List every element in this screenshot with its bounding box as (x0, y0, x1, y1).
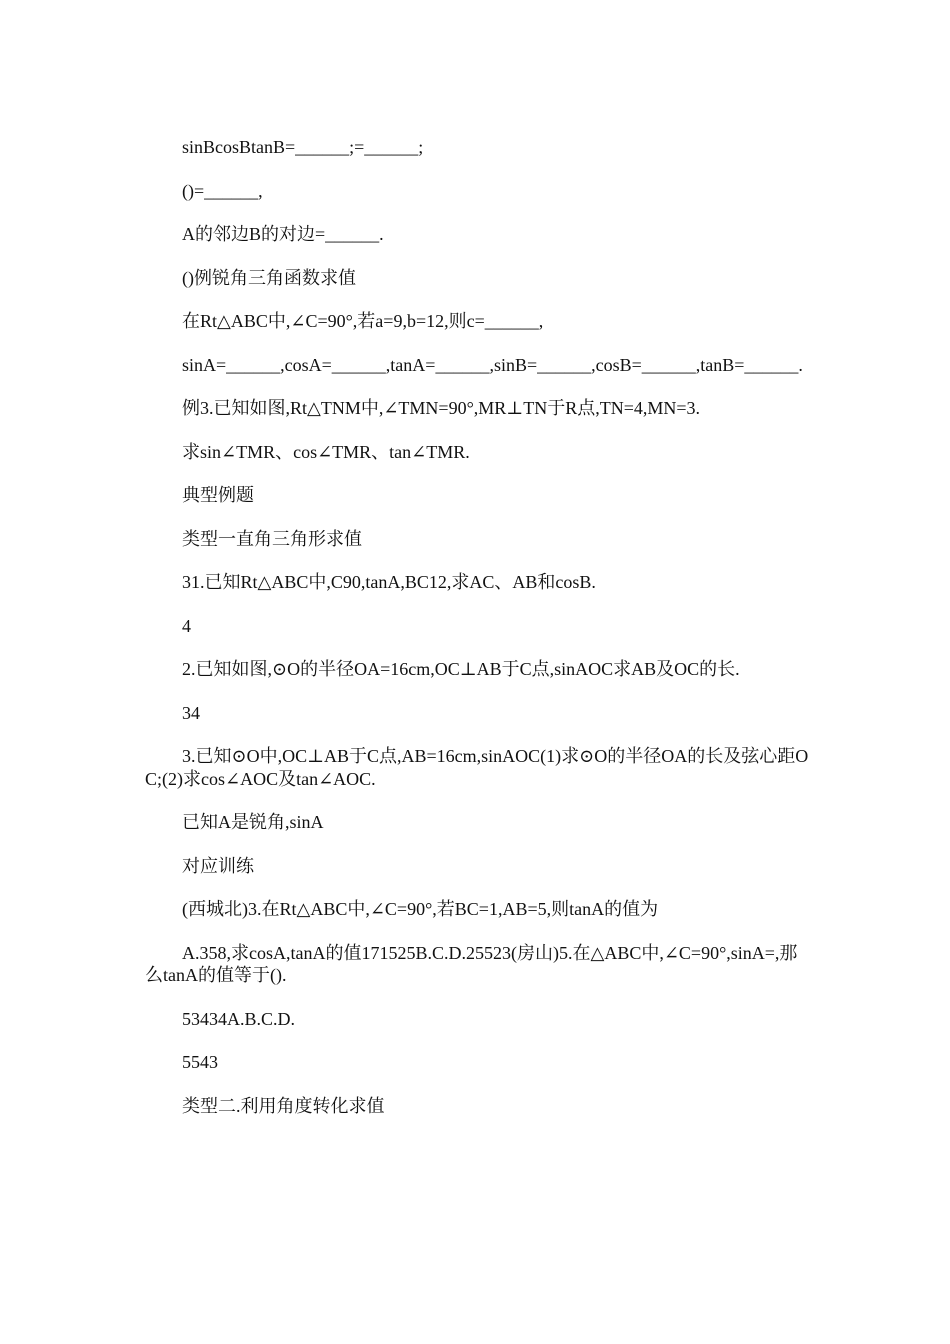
problem: 31.已知Rt△ABC中,C90,tanA,BC12,求AC、AB和cosB. (182, 572, 596, 592)
paragraph: 在Rt△ABC中,∠C=90°,若a=9,b=12,则c=______, (182, 311, 544, 331)
paragraph: 已知A是锐角,sinA (182, 812, 324, 832)
paragraph: A的邻边B的对边=______. (182, 224, 384, 244)
problem: A.358,求cosA,tanA的值171525B.C.D.25523(房山)5.在△ABC中,∠C=90°,sinA=,那么tanA的值等于(). (145, 942, 798, 985)
paragraph: sinA=______,cosA=______,tanA=______,sinB=______,cosB=______,tanB=______. (182, 354, 803, 375)
section-heading: 类型一直角三角形求值 (182, 528, 362, 549)
problem: (西城北)3.在Rt△ABC中,∠C=90°,若BC=1,AB=5,则tanA的值为 (182, 899, 659, 919)
section-heading: 典型例题 (182, 485, 254, 505)
section-heading: 类型二.利用角度转化求值 (182, 1095, 385, 1116)
problem: 3.已知⊙O中,OC⊥AB于C点,AB=16cm,sinAOC(1)求⊙O的半径OA的长及弦心距OC;(2)求cos∠AOC及tan∠AOC. (145, 746, 809, 789)
problem: 2.已知如图,⊙O的半径OA=16cm,OC⊥AB于C点,sinAOC求AB及OC的长. (182, 659, 740, 679)
example-problem: 例3.已知如图,Rt△TNM中,∠TMN=90°,MR⊥TN于R点,TN=4,MN=3. (182, 398, 701, 418)
paragraph: 53434A.B.C.D. (182, 1008, 296, 1029)
document-body (145, 136, 810, 1138)
paragraph: 求sin∠TMR、cos∠TMR、tan∠TMR. (182, 441, 470, 462)
section-heading: ()例锐角三角函数求值 (182, 267, 356, 288)
paragraph: ()=______, (182, 180, 263, 201)
paragraph: 5543 (182, 1052, 218, 1072)
section-heading: 对应训练 (182, 855, 254, 876)
paragraph: sinBcosBtanB=______;=______; (182, 137, 424, 157)
paragraph: 34 (182, 702, 200, 723)
paragraph: 4 (182, 615, 191, 636)
